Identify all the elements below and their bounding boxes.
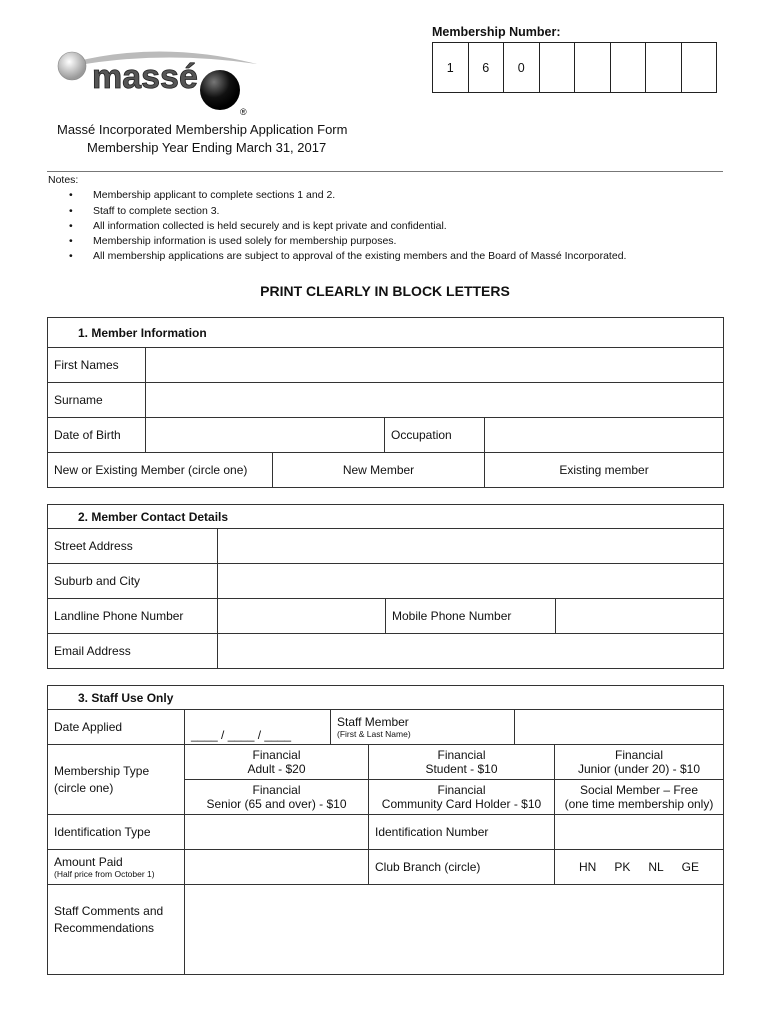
type-community-card-option[interactable] [369, 780, 555, 815]
type-junior-line1: Financial [614, 748, 664, 762]
type-community-line1: Financial [437, 783, 486, 797]
comments-field[interactable] [185, 885, 724, 975]
form-title-line1: Massé Incorporated Membership Application Form [57, 122, 348, 137]
comments-label-line1: Staff Comments and [54, 904, 164, 918]
first-names-field[interactable] [146, 348, 724, 383]
type-social-line1: Social Member – Free [579, 783, 699, 797]
staff-member-label-cell [331, 710, 515, 745]
type-senior-option[interactable] [185, 780, 369, 815]
branch-hn[interactable]: HN [578, 860, 597, 874]
mobile-field[interactable] [556, 599, 724, 634]
id-type-field[interactable] [185, 815, 369, 850]
occupation-field[interactable] [485, 418, 724, 453]
type-community-line2: Community Card Holder - $10 [381, 797, 542, 811]
notes [48, 173, 626, 265]
section2-title: 2. Member Contact Details [48, 505, 724, 529]
divider [47, 171, 723, 172]
type-senior-line1: Financial [252, 783, 301, 797]
membership-digit-3[interactable]: 0 [504, 43, 540, 93]
dob-label: Date of Birth [48, 418, 146, 453]
date-applied-field[interactable]: ____ / ____ / ____ [185, 710, 331, 745]
email-label: Email Address [48, 634, 218, 669]
form-title [57, 121, 347, 157]
club-branch-label: Club Branch (circle) [369, 850, 555, 885]
type-junior-option[interactable] [555, 745, 724, 780]
half-price-note: (Half price from October 1) [54, 869, 155, 879]
membership-type-label-cell [48, 745, 185, 815]
mobile-label: Mobile Phone Number [386, 599, 556, 634]
branch-pk[interactable]: PK [614, 860, 631, 874]
membership-number-label: Membership Number: [432, 25, 561, 39]
amount-paid-field[interactable] [185, 850, 369, 885]
membership-number-boxes [432, 42, 717, 93]
type-student-line1: Financial [437, 748, 486, 762]
comments-label-cell [48, 885, 185, 975]
id-type-label: Identification Type [48, 815, 185, 850]
note-item: • All membership applications are subject to approval of the existing members and the Board of Massé Incorporated. [93, 249, 626, 264]
note-item: • Staff to complete section 3. [93, 204, 626, 219]
section-contact-details [47, 504, 724, 669]
type-student-option[interactable] [369, 745, 555, 780]
landline-field[interactable] [218, 599, 386, 634]
membership-digit-2[interactable]: 6 [468, 43, 504, 93]
type-social-line2: (one time membership only) [564, 797, 714, 811]
type-senior-line2: Senior (65 and over) - $10 [206, 797, 347, 811]
membership-digit-1[interactable]: 1 [433, 43, 469, 93]
street-address-label: Street Address [48, 529, 218, 564]
type-adult-option[interactable] [185, 745, 369, 780]
masse-logo [52, 40, 262, 120]
section3-title: 3. Staff Use Only [48, 686, 724, 710]
note-item: • Membership information is used solely for membership purposes. [93, 234, 626, 249]
new-or-existing-label: New or Existing Member (circle one) [48, 453, 273, 488]
landline-label: Landline Phone Number [48, 599, 218, 634]
club-branch-options [555, 850, 724, 885]
id-number-field[interactable] [555, 815, 724, 850]
date-applied-label: Date Applied [48, 710, 185, 745]
section-member-information [47, 317, 724, 488]
type-junior-line2: Junior (under 20) - $10 [577, 762, 701, 776]
street-address-field[interactable] [218, 529, 724, 564]
section-staff-use [47, 685, 724, 975]
membership-digit-4[interactable] [539, 43, 575, 93]
comments-label-line2: Recommendations [54, 921, 155, 935]
amount-paid-label: Amount Paid [54, 855, 123, 869]
first-names-label: First Names [48, 348, 146, 383]
dob-field[interactable] [146, 418, 385, 453]
staff-member-field[interactable] [515, 710, 724, 745]
staff-member-label: Staff Member [337, 715, 409, 729]
type-adult-line2: Adult - $20 [247, 762, 306, 776]
suburb-city-label: Suburb and City [48, 564, 218, 599]
section1-title: 1. Member Information [48, 318, 724, 348]
existing-member-option[interactable]: Existing member [485, 453, 724, 488]
type-adult-line1: Financial [252, 748, 301, 762]
print-clearly-heading: PRINT CLEARLY IN BLOCK LETTERS [260, 283, 510, 299]
registered-mark: ® [240, 107, 247, 117]
amount-paid-label-cell [48, 850, 185, 885]
note-item: • Membership applicant to complete sections 1 and 2. [93, 188, 626, 203]
membership-digit-7[interactable] [646, 43, 682, 93]
membership-digit-8[interactable] [681, 43, 717, 93]
circle-one-label: (circle one) [54, 780, 114, 795]
surname-field[interactable] [146, 383, 724, 418]
staff-member-sublabel: (First & Last Name) [337, 729, 411, 739]
membership-digit-6[interactable] [610, 43, 646, 93]
type-student-line2: Student - $10 [425, 762, 498, 776]
logo-text: massé [92, 58, 198, 96]
notes-label: Notes: [48, 174, 79, 186]
membership-digit-5[interactable] [575, 43, 611, 93]
suburb-city-field[interactable] [218, 564, 724, 599]
form-title-line2: Membership Year Ending March 31, 2017 [87, 140, 327, 155]
occupation-label: Occupation [385, 418, 485, 453]
surname-label: Surname [48, 383, 146, 418]
notes-list [48, 188, 626, 264]
email-field[interactable] [218, 634, 724, 669]
type-social-option[interactable] [555, 780, 724, 815]
new-member-option[interactable]: New Member [273, 453, 485, 488]
branch-nl[interactable]: NL [648, 860, 664, 874]
note-item: • All information collected is held securely and is kept private and confidential. [93, 219, 626, 234]
id-number-label: Identification Number [369, 815, 555, 850]
membership-type-label: Membership Type [54, 763, 150, 778]
branch-ge[interactable]: GE [681, 860, 700, 874]
